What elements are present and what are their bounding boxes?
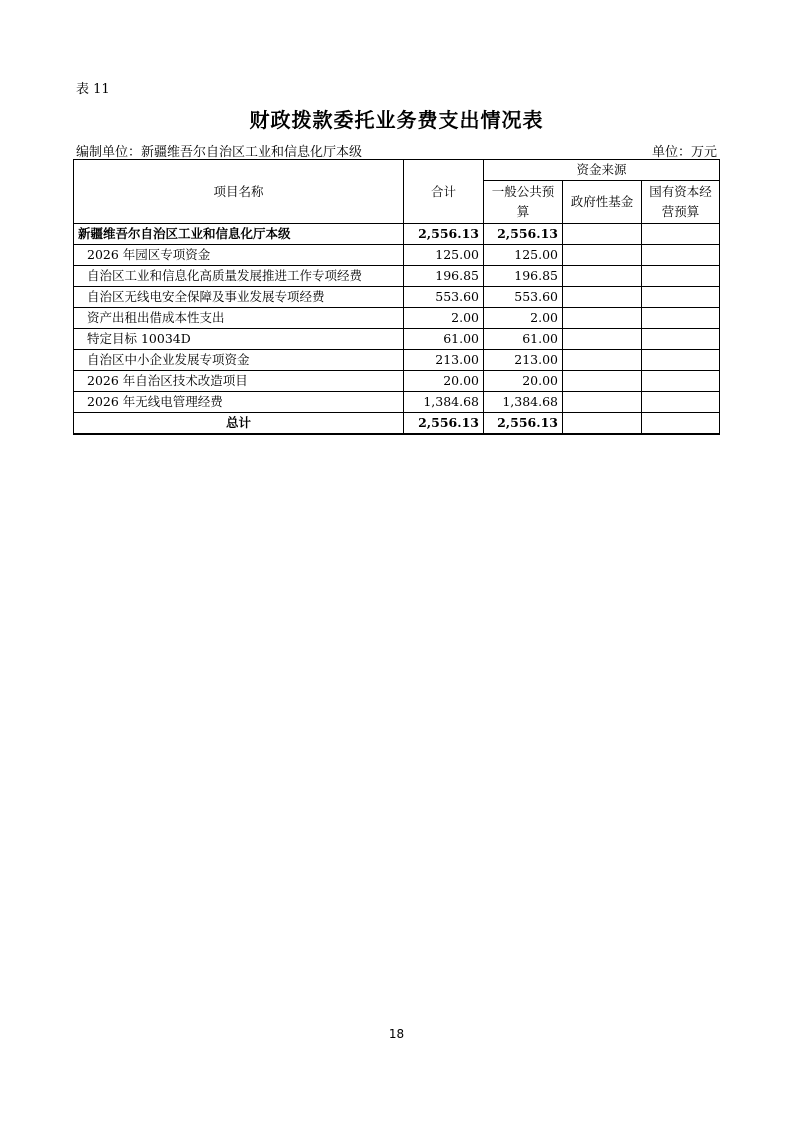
row-gov-fund (563, 329, 642, 350)
row-gov-fund (563, 371, 642, 392)
table-number: 表 11 (76, 82, 110, 97)
row-gov-fund (563, 308, 642, 329)
row-state-capital (642, 224, 720, 245)
document-title: 财政拨款委托业务费支出情况表 (249, 108, 544, 132)
row-gov-fund (563, 392, 642, 413)
row-name: 自治区中小企业发展专项资金 (74, 350, 404, 371)
row-state-capital (642, 266, 720, 287)
row-total: 1,384.68 (404, 392, 484, 413)
row-name: 新疆维吾尔自治区工业和信息化厅本级 (74, 224, 404, 245)
total-row (74, 413, 720, 435)
row-state-capital (642, 245, 720, 266)
row-total: 213.00 (404, 350, 484, 371)
table-row (74, 350, 720, 371)
row-total: 20.00 (404, 371, 484, 392)
row-total: 61.00 (404, 329, 484, 350)
row-general-budget: 196.85 (484, 266, 563, 287)
row-name: 2026 年无线电管理经费 (74, 392, 404, 413)
row-gov-fund (563, 224, 642, 245)
table-row (74, 266, 720, 287)
row-state-capital (642, 329, 720, 350)
row-total: 2,556.13 (404, 413, 484, 435)
row-state-capital (642, 287, 720, 308)
row-gov-fund (563, 287, 642, 308)
row-gov-fund (563, 245, 642, 266)
expenditure-table (73, 159, 720, 435)
unit-label: 单位：万元 (651, 145, 717, 160)
row-general-budget: 20.00 (484, 371, 563, 392)
table-row (74, 308, 720, 329)
row-state-capital (642, 371, 720, 392)
table-row (74, 392, 720, 413)
col-header-total: 合计 (404, 160, 484, 224)
row-name: 资产出租出借成本性支出 (74, 308, 404, 329)
row-state-capital (642, 308, 720, 329)
col-header-name: 项目名称 (74, 160, 404, 224)
table-row (74, 224, 720, 245)
table-row (74, 287, 720, 308)
row-state-capital (642, 350, 720, 371)
table-row (74, 245, 720, 266)
row-general-budget: 2,556.13 (484, 413, 563, 435)
row-name: 2026 年自治区技术改造项目 (74, 371, 404, 392)
row-total: 125.00 (404, 245, 484, 266)
row-name: 自治区无线电安全保障及事业发展专项经费 (74, 287, 404, 308)
row-total: 553.60 (404, 287, 484, 308)
row-general-budget: 553.60 (484, 287, 563, 308)
row-state-capital (642, 413, 720, 435)
row-general-budget: 125.00 (484, 245, 563, 266)
row-total: 2,556.13 (404, 224, 484, 245)
row-name: 2026 年园区专项资金 (74, 245, 404, 266)
col-header-gov-fund: 政府性基金 (563, 181, 642, 224)
col-header-funding-source: 资金来源 (484, 160, 720, 181)
row-name: 特定目标 10034D (74, 329, 404, 350)
row-gov-fund (563, 266, 642, 287)
page-number: 18 (388, 1027, 405, 1041)
row-state-capital (642, 392, 720, 413)
col-header-general-budget: 一般公共预算 (484, 181, 563, 224)
row-name: 总计 (74, 413, 404, 435)
table-row (74, 371, 720, 392)
table-row (74, 329, 720, 350)
row-general-budget: 1,384.68 (484, 392, 563, 413)
row-total: 196.85 (404, 266, 484, 287)
compiling-unit: 编制单位：新疆维吾尔自治区工业和信息化厅本级 (76, 145, 363, 160)
row-general-budget: 213.00 (484, 350, 563, 371)
row-gov-fund (563, 413, 642, 435)
row-name: 自治区工业和信息化高质量发展推进工作专项经费 (74, 266, 404, 287)
row-general-budget: 2.00 (484, 308, 563, 329)
row-general-budget: 2,556.13 (484, 224, 563, 245)
row-total: 2.00 (404, 308, 484, 329)
row-gov-fund (563, 350, 642, 371)
col-header-state-capital: 国有资本经营预算 (642, 181, 720, 224)
row-general-budget: 61.00 (484, 329, 563, 350)
